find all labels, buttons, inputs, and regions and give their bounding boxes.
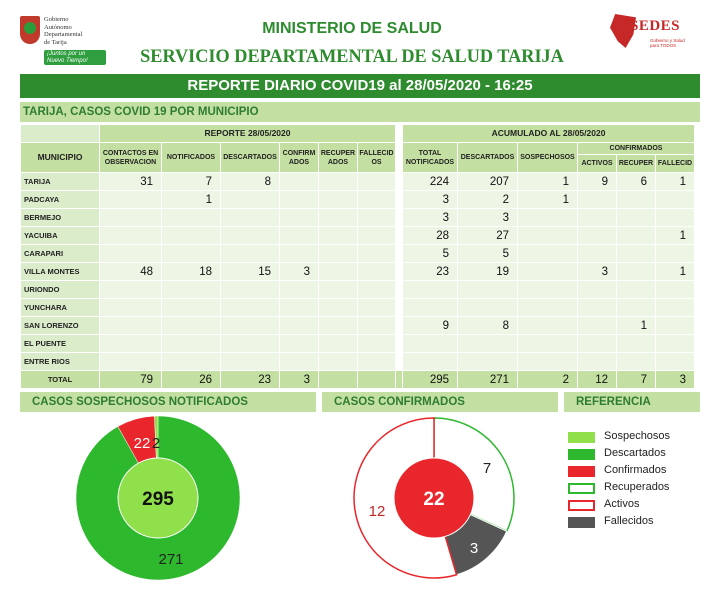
pie-sospechosos [72, 412, 272, 592]
col-fallecidos: FALLECID OS [358, 143, 396, 173]
slice-label: 3 [469, 540, 479, 557]
acc-cell [458, 299, 518, 317]
daily-cell [100, 299, 162, 317]
acc-cell [403, 281, 458, 299]
daily-cell [319, 191, 358, 209]
col-contactos: CONTACTOS EN OBSERVACION [100, 143, 162, 173]
municipio-name: CARAPARI [21, 245, 100, 263]
acc-cell: 27 [458, 227, 518, 245]
legend-swatch [568, 466, 595, 477]
slice-label: 2 [151, 435, 161, 452]
daily-cell [221, 227, 280, 245]
acc-cell [656, 245, 695, 263]
table-row [21, 191, 695, 209]
daily-cell: 15 [221, 263, 280, 281]
daily-cell [319, 299, 358, 317]
acc-cell [518, 263, 578, 281]
municipio-name: SAN LORENZO [21, 317, 100, 335]
municipio-name: ENTRE RIOS [21, 353, 100, 371]
table-row [21, 173, 695, 191]
daily-cell [358, 209, 396, 227]
daily-cell [162, 299, 221, 317]
acc-cell [578, 281, 617, 299]
legend-label: Confirmados [604, 464, 667, 476]
sedes-wordmark: SEDES [630, 18, 681, 34]
daily-cell: 18 [162, 263, 221, 281]
pie-confirmados [334, 412, 534, 592]
acc-cell [518, 227, 578, 245]
acc-cell: 19 [458, 263, 518, 281]
gobierno-slogan: ¡Juntos por un Nuevo Tiempo! [44, 50, 106, 65]
daily-cell [280, 209, 319, 227]
org-line: Gobierno [44, 16, 69, 23]
slice-label: 271 [158, 551, 184, 568]
municipio-name: TOTAL [21, 371, 100, 389]
acc-cell: 3 [458, 209, 518, 227]
table-row [21, 281, 695, 299]
table-row [21, 299, 695, 317]
group-conf-header: CONFIRMADOS [578, 143, 695, 155]
acc-cell [617, 191, 656, 209]
org-line: de Tarija [44, 38, 67, 46]
acc-cell: 5 [403, 245, 458, 263]
table-row [21, 263, 695, 281]
daily-cell [100, 227, 162, 245]
acc-cell [403, 335, 458, 353]
gap [396, 299, 403, 317]
municipio-name: EL PUENTE [21, 335, 100, 353]
daily-cell [221, 353, 280, 371]
daily-cell [221, 209, 280, 227]
gap [396, 125, 403, 143]
total-row [21, 371, 695, 389]
daily-cell [162, 209, 221, 227]
daily-cell [358, 227, 396, 245]
acc-cell: 1 [656, 173, 695, 191]
acc-cell: 1 [617, 317, 656, 335]
daily-cell [221, 299, 280, 317]
legend-item [568, 481, 698, 498]
daily-cell [319, 353, 358, 371]
daily-cell [221, 191, 280, 209]
acc-cell [617, 245, 656, 263]
acc-cell [656, 191, 695, 209]
table-row [21, 209, 695, 227]
daily-cell [319, 209, 358, 227]
daily-cell [280, 317, 319, 335]
group-acc-header: ACUMULADO AL 28/05/2020 [403, 125, 695, 143]
acc-cell: 3 [578, 263, 617, 281]
daily-cell [280, 191, 319, 209]
legend-label: Descartados [604, 447, 666, 459]
municipio-name: PADCAYA [21, 191, 100, 209]
daily-cell: 48 [100, 263, 162, 281]
legend-item [568, 498, 698, 515]
acc-cell [617, 335, 656, 353]
col-municipio: MUNICIPIO [21, 143, 100, 173]
daily-cell [162, 353, 221, 371]
slice-label: 7 [482, 460, 492, 477]
acc-cell [458, 335, 518, 353]
service-title: SERVICIO DEPARTAMENTAL DE SALUD TARIJA [140, 46, 564, 67]
acc-cell: 6 [617, 173, 656, 191]
daily-cell [100, 335, 162, 353]
municipio-table [20, 124, 695, 389]
legend-swatch [568, 517, 595, 528]
table-row [21, 317, 695, 335]
acc-cell: 1 [518, 191, 578, 209]
acc-cell [578, 191, 617, 209]
daily-cell [162, 335, 221, 353]
municipio-name: VILLA MONTES [21, 263, 100, 281]
daily-cell: 26 [162, 371, 221, 389]
daily-cell [280, 245, 319, 263]
acc-cell: 28 [403, 227, 458, 245]
daily-cell [319, 245, 358, 263]
daily-cell [162, 245, 221, 263]
daily-cell [358, 245, 396, 263]
acc-cell [656, 209, 695, 227]
acc-cell: 271 [458, 371, 518, 389]
col-activos: ACTIVOS [578, 155, 617, 173]
legend-item [568, 430, 698, 447]
municipio-name: BERMEJO [21, 209, 100, 227]
acc-cell: 3 [656, 371, 695, 389]
acc-cell [518, 281, 578, 299]
section-title: TARIJA, CASOS COVID 19 POR MUNICIPIO [20, 102, 700, 122]
acc-cell [518, 335, 578, 353]
acc-cell [458, 353, 518, 371]
daily-cell [319, 173, 358, 191]
gap [396, 209, 403, 227]
daily-cell [162, 317, 221, 335]
daily-cell: 1 [162, 191, 221, 209]
acc-cell [617, 263, 656, 281]
acc-cell [617, 299, 656, 317]
daily-cell [358, 335, 396, 353]
acc-cell: 9 [403, 317, 458, 335]
gap [396, 281, 403, 299]
center-total: 22 [423, 489, 445, 510]
gap [396, 143, 403, 173]
acc-cell [578, 245, 617, 263]
daily-cell [100, 191, 162, 209]
daily-cell [100, 317, 162, 335]
daily-cell [358, 173, 396, 191]
daily-cell [319, 227, 358, 245]
daily-cell [319, 281, 358, 299]
daily-cell [319, 263, 358, 281]
daily-cell [358, 371, 396, 389]
acc-cell [578, 299, 617, 317]
acc-cell [518, 209, 578, 227]
acc-cell [617, 281, 656, 299]
daily-cell [162, 281, 221, 299]
acc-cell [518, 299, 578, 317]
daily-cell [358, 299, 396, 317]
acc-cell: 7 [617, 371, 656, 389]
acc-cell [617, 353, 656, 371]
sedes-logo [610, 14, 694, 66]
daily-cell: 31 [100, 173, 162, 191]
ministry-title: MINISTERIO DE SALUD [262, 20, 442, 37]
acc-cell [518, 353, 578, 371]
daily-cell [280, 173, 319, 191]
acc-cell [578, 317, 617, 335]
daily-cell [100, 209, 162, 227]
group-daily-header: REPORTE 28/05/2020 [100, 125, 396, 143]
col-acc-descartados: DESCARTADOS [458, 143, 518, 173]
legend-label: Fallecidos [604, 515, 654, 527]
acc-cell: 1 [518, 173, 578, 191]
legend-item [568, 447, 698, 464]
daily-cell [319, 371, 358, 389]
col-confirmados: CONFIRM ADOS [280, 143, 319, 173]
daily-cell: 3 [280, 263, 319, 281]
municipio-name: TARIJA [21, 173, 100, 191]
acc-cell [656, 335, 695, 353]
legend-item [568, 464, 698, 481]
acc-cell: 12 [578, 371, 617, 389]
daily-cell [221, 281, 280, 299]
daily-cell [319, 335, 358, 353]
daily-cell: 3 [280, 371, 319, 389]
gap [396, 245, 403, 263]
gap [396, 317, 403, 335]
col-notificados: NOTIFICADOS [162, 143, 221, 173]
daily-cell [358, 281, 396, 299]
daily-cell [280, 299, 319, 317]
acc-cell [518, 245, 578, 263]
gap [396, 227, 403, 245]
daily-cell [319, 317, 358, 335]
report-header [0, 0, 704, 74]
daily-cell [358, 353, 396, 371]
daily-cell: 23 [221, 371, 280, 389]
slice-label: 22 [133, 435, 151, 452]
slice-label: 12 [368, 503, 386, 520]
acc-cell: 9 [578, 173, 617, 191]
center-total: 295 [142, 489, 174, 510]
daily-cell: 79 [100, 371, 162, 389]
table-row [21, 245, 695, 263]
acc-cell [578, 227, 617, 245]
daily-cell [221, 245, 280, 263]
daily-cell [100, 353, 162, 371]
table-row [21, 353, 695, 371]
municipio-name: YUNCHARA [21, 299, 100, 317]
org-line: Autónomo [44, 23, 72, 31]
acc-cell: 224 [403, 173, 458, 191]
acc-cell: 207 [458, 173, 518, 191]
acc-cell [617, 227, 656, 245]
daily-cell [100, 245, 162, 263]
legend-item [568, 515, 698, 532]
acc-cell: 2 [518, 371, 578, 389]
acc-cell: 3 [403, 191, 458, 209]
acc-cell: 2 [458, 191, 518, 209]
acc-cell: 5 [458, 245, 518, 263]
legend-swatch [568, 500, 595, 511]
daily-cell: 8 [221, 173, 280, 191]
acc-cell [578, 335, 617, 353]
legend-swatch [568, 432, 595, 443]
acc-cell [656, 281, 695, 299]
daily-cell: 7 [162, 173, 221, 191]
gap [396, 353, 403, 371]
daily-cell [280, 353, 319, 371]
col-total-notificados: TOTAL NOTIFICADOS [403, 143, 458, 173]
acc-cell [578, 209, 617, 227]
daily-cell [162, 227, 221, 245]
daily-cell [280, 227, 319, 245]
gap [396, 263, 403, 281]
panel-referencia-title: REFERENCIA [564, 392, 700, 412]
acc-cell [656, 299, 695, 317]
col-descartados: DESCARTADOS [221, 143, 280, 173]
panel-sospechosos-title: CASOS SOSPECHOSOS NOTIFICADOS [20, 392, 316, 412]
table-row [21, 335, 695, 353]
header-blank [21, 125, 100, 143]
legend-swatch [568, 483, 595, 494]
report-banner: REPORTE DIARIO COVID19 al 28/05/2020 - 16:25 [20, 74, 700, 98]
table-row [21, 227, 695, 245]
acc-cell [578, 353, 617, 371]
legend-label: Recuperados [604, 481, 670, 493]
gap [396, 335, 403, 353]
acc-cell [518, 317, 578, 335]
col-conf-recuper: RECUPER [617, 155, 656, 173]
gap [396, 371, 403, 389]
col-conf-fallecid: FALLECID [656, 155, 695, 173]
acc-cell: 3 [403, 209, 458, 227]
daily-cell [358, 263, 396, 281]
acc-cell [617, 209, 656, 227]
sedes-tagline: Gobierno y Salud para TODOS [650, 38, 685, 48]
legend-swatch [568, 449, 595, 460]
acc-cell: 8 [458, 317, 518, 335]
col-sospechosos: SOSPECHOSOS [518, 143, 578, 173]
acc-cell: 1 [656, 227, 695, 245]
acc-cell [656, 353, 695, 371]
acc-cell: 1 [656, 263, 695, 281]
daily-cell [100, 281, 162, 299]
gap [396, 191, 403, 209]
daily-cell [221, 317, 280, 335]
col-recuperados: RECUPER ADOS [319, 143, 358, 173]
legend [568, 430, 698, 532]
acc-cell [458, 281, 518, 299]
daily-cell [221, 335, 280, 353]
acc-cell [403, 353, 458, 371]
daily-cell [358, 317, 396, 335]
acc-cell: 295 [403, 371, 458, 389]
org-line: Departamental [44, 31, 83, 38]
gap [396, 173, 403, 191]
daily-cell [280, 281, 319, 299]
municipio-name: YACUIBA [21, 227, 100, 245]
acc-cell: 23 [403, 263, 458, 281]
acc-cell [656, 317, 695, 335]
acc-cell [403, 299, 458, 317]
daily-cell [280, 335, 319, 353]
legend-label: Activos [604, 498, 640, 510]
daily-cell [358, 191, 396, 209]
municipio-name: URIONDO [21, 281, 100, 299]
panel-confirmados-title: CASOS CONFIRMADOS [322, 392, 558, 412]
legend-label: Sospechosos [604, 430, 671, 442]
